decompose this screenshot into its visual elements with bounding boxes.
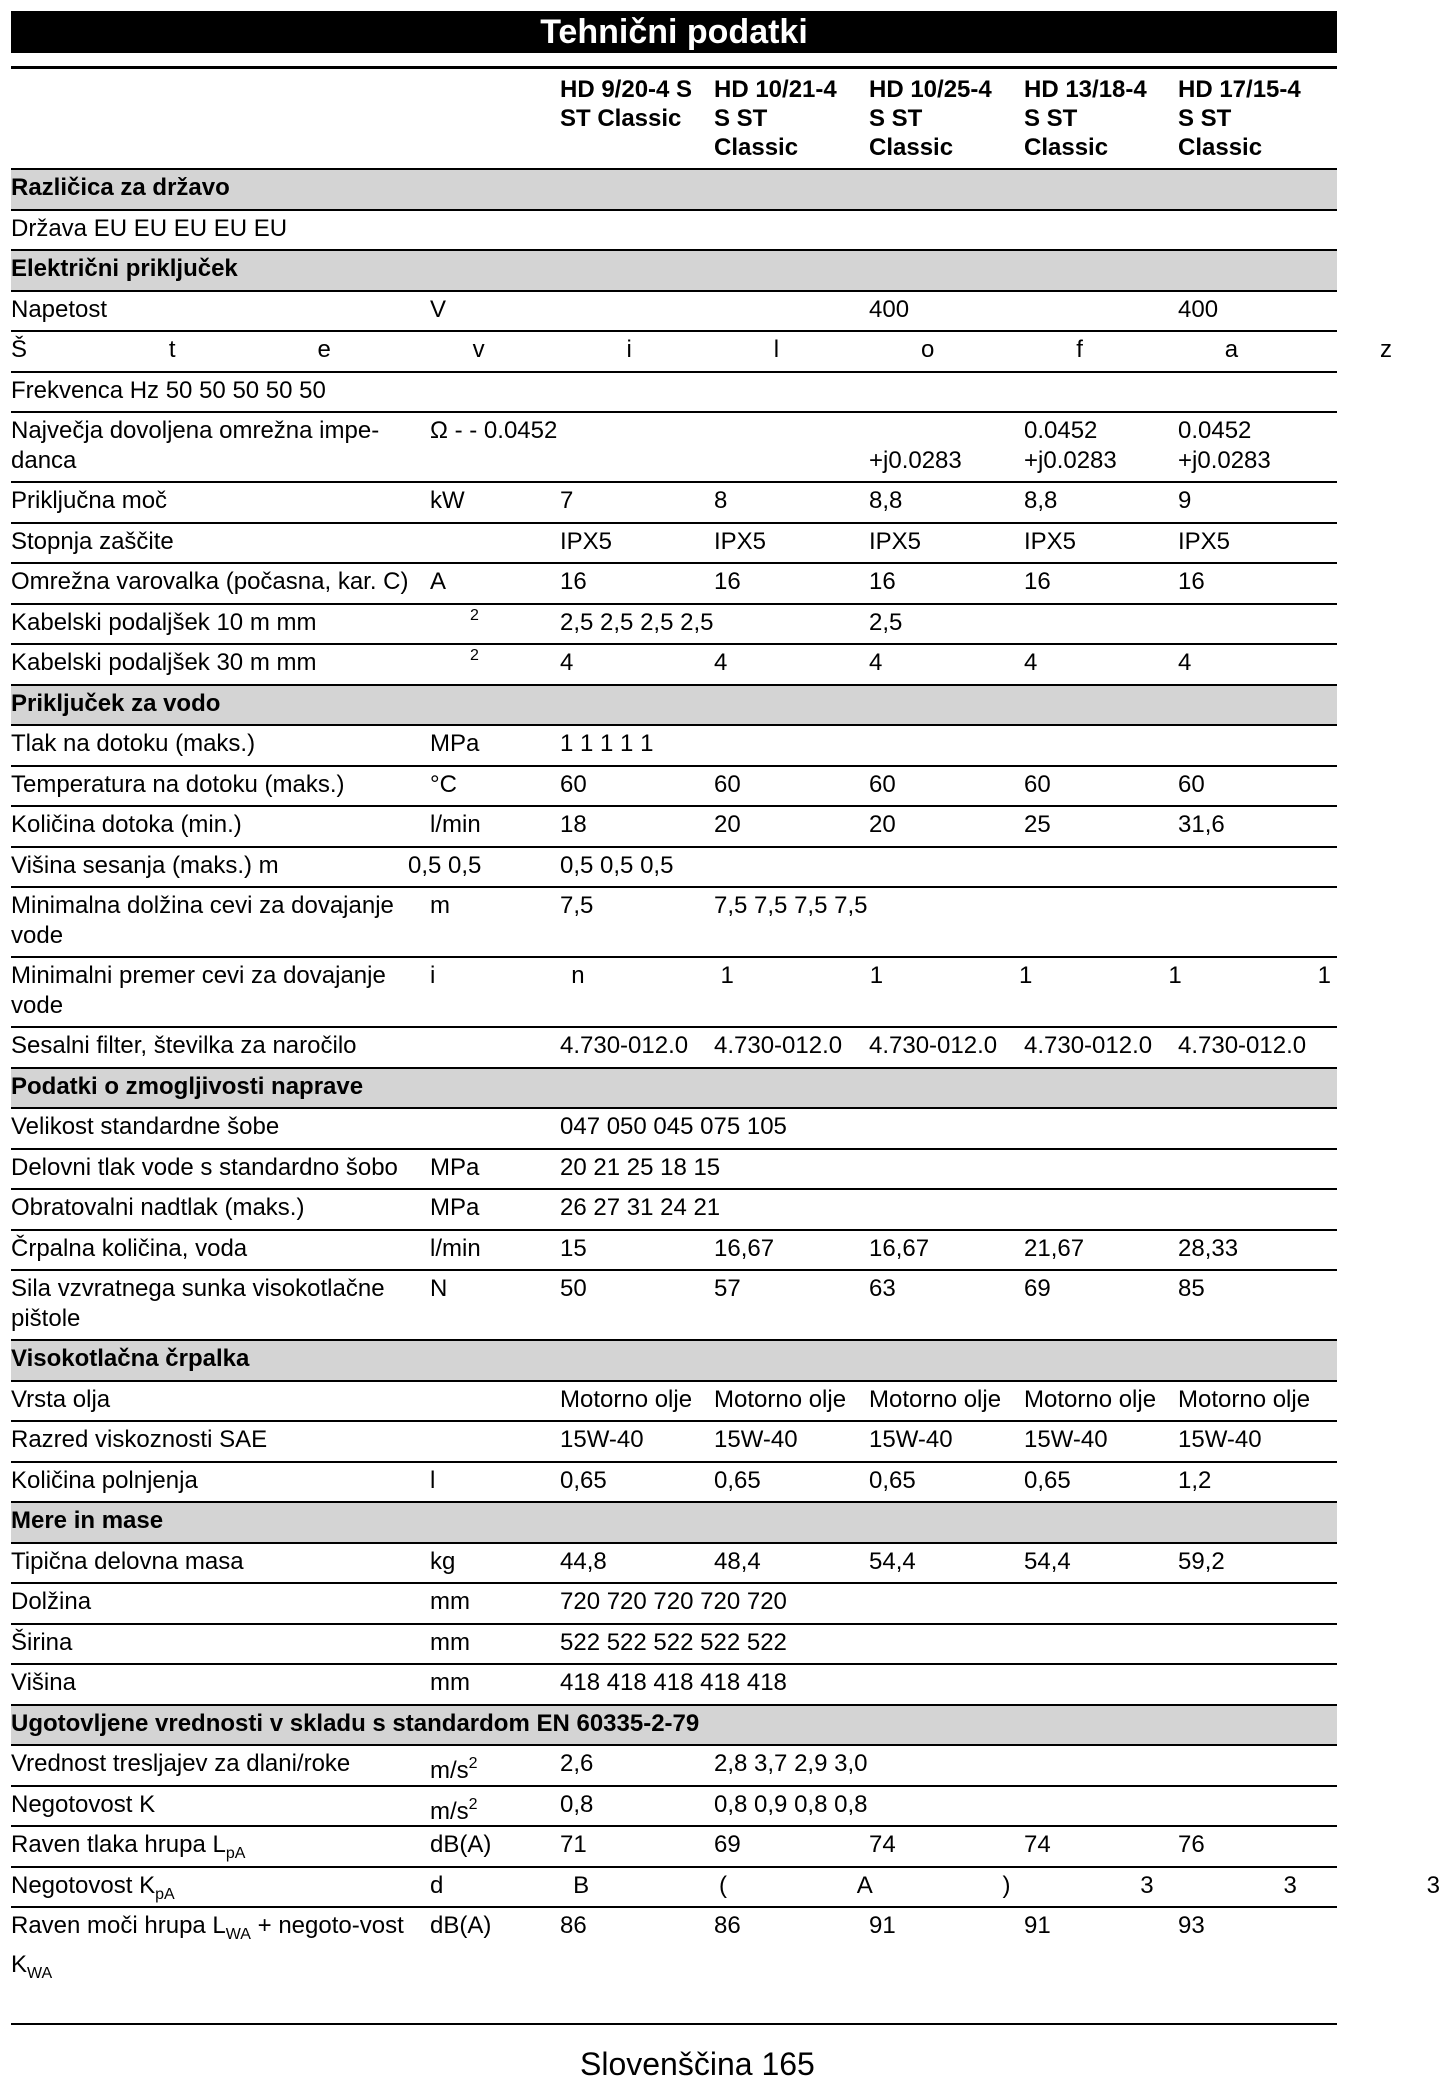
table-row [11, 765, 1337, 806]
table-row [11, 1785, 1337, 1826]
spread-value: e [317, 336, 331, 363]
spread-value: a [1224, 336, 1239, 363]
table-row [11, 1744, 1337, 1785]
row-unit: kW [430, 487, 465, 514]
row-label: Stopnja zaščite [11, 527, 174, 555]
spread-value: i [430, 962, 436, 989]
value-col-2: 2,8 3,7 2,9 3,0 [714, 1750, 868, 1777]
row-label: Kabelski podaljšek 10 m mm [11, 608, 317, 636]
value-col-3: 16,67 [869, 1234, 930, 1262]
row-label: Priključna moč [11, 487, 168, 514]
spread-value: t [168, 336, 176, 363]
value-col-1: 2,6 [560, 1750, 594, 1777]
value-col-1: 418 418 418 418 418 [560, 1669, 787, 1696]
table-row [11, 956, 1337, 1026]
value-col-1: 44,8 [560, 1547, 607, 1575]
value-col-5: 31,6 [1178, 811, 1225, 838]
value-col-2: 69 [714, 1831, 741, 1858]
row-label: Omrežna varovalka (počasna, kar. C) [11, 568, 409, 595]
value-col-3: 400 [869, 295, 910, 323]
row-label: Razred viskoznosti SAE [11, 1426, 268, 1453]
spread-values [430, 961, 1331, 991]
value-col-1: Motorno olje [560, 1385, 693, 1413]
value-col-3: 15W-40 [869, 1426, 953, 1453]
value-col-1: 2,5 2,5 2,5 2,5 [560, 608, 714, 636]
value-col-2: 86 [714, 1912, 741, 1939]
table-row [11, 1663, 1337, 1704]
table-row [11, 1148, 1337, 1189]
table-row [11, 1188, 1337, 1229]
value-col-4: 16 [1024, 568, 1051, 595]
row-unit: $m/s^2$ [430, 1755, 478, 1784]
value-col-1: 522 522 522 522 522 [560, 1628, 787, 1656]
value-col-2: 7,5 7,5 7,5 7,5 [714, 892, 868, 919]
spread-value: 1 [720, 962, 734, 989]
row-unit: l/min [430, 811, 481, 838]
value-col-2: 20 [714, 811, 741, 838]
row-label: Tipična delovna masa [11, 1547, 244, 1575]
section-heading [11, 1501, 1337, 1542]
row-label: Frekvenca Hz 50 50 50 50 50 [11, 376, 326, 404]
value-col-5: 85 [1178, 1275, 1205, 1302]
value-col-4: Motorno olje [1024, 1385, 1157, 1413]
value-col-4: 91 [1024, 1912, 1051, 1939]
value-col-3: 4.730-012.0 [869, 1032, 998, 1059]
row-label: Sesalni filter, številka za naročilo [11, 1032, 357, 1059]
value-col-3: 74 [869, 1831, 896, 1858]
row-label: Minimalni premer cevi za dovajanje vode [11, 962, 386, 1019]
value-col-3: 91 [869, 1912, 896, 1939]
value-col-3: 54,4 [869, 1547, 916, 1575]
value-col-3: 4 [869, 649, 883, 676]
value-col-5: 9 [1178, 487, 1192, 514]
value-col-4: 21,67 [1024, 1234, 1085, 1262]
row-label: Velikost standardne šobe [11, 1113, 280, 1140]
value-col-1: 720 720 720 720 720 [560, 1588, 787, 1615]
model-header-2: HD 10/21-4 S ST Classic [714, 76, 837, 161]
value-col-5: 4 [1178, 649, 1192, 676]
value-col-5: 93 [1178, 1912, 1205, 1939]
value-col-2: IPX5 [714, 527, 767, 555]
row-label: Negotovost $K_{pA}$ [11, 1871, 175, 1903]
table-row [11, 330, 1392, 371]
value-col-1: 50 [560, 1275, 587, 1302]
value-col-2: 0,8 0,9 0,8 0,8 [714, 1790, 868, 1818]
spread-values [11, 335, 1392, 365]
section-heading-label: Različica za državo [11, 174, 230, 201]
row-label: Dolžina [11, 1588, 92, 1615]
model-header-4: HD 13/18-4 S ST Classic [1024, 76, 1147, 161]
row-unit: mm [430, 1588, 470, 1615]
value-col-3: 2,5 [869, 608, 903, 636]
row-label: Količina dotoka (min.) [11, 811, 242, 838]
row-label: Višina sesanja (maks.) m [11, 851, 279, 879]
value-col-5: 0.0452 +j0.0283 [1178, 417, 1271, 474]
section-heading-label: Podatki o zmogljivosti naprave [11, 1072, 364, 1100]
value-col-5: 1,2 [1178, 1466, 1212, 1494]
spread-value: ( [718, 1871, 727, 1899]
spread-value: v [472, 336, 485, 363]
spread-value: 1 [1019, 962, 1033, 989]
table-row [11, 1906, 1337, 1982]
value-col-1: 15W-40 [560, 1426, 644, 1453]
value-col-2: 4.730-012.0 [714, 1032, 843, 1059]
value-col-4: 0.0452 +j0.0283 [1024, 417, 1117, 474]
row-unit: dB(A) [430, 1912, 492, 1939]
row-label: Vrednost tresljajev za dlani/roke [11, 1750, 351, 1777]
spread-value: B [573, 1871, 590, 1899]
spread-value: o [920, 336, 935, 363]
table-row [11, 643, 1337, 684]
row-label: Količina polnjenja [11, 1466, 198, 1494]
spread-value: ) [1002, 1871, 1011, 1899]
table-row [11, 290, 1337, 331]
row-unit: V [430, 295, 447, 323]
value-col-4: 69 [1024, 1275, 1051, 1302]
value-col-1: 15 [560, 1234, 587, 1262]
row-label: Negotovost K [11, 1790, 156, 1818]
section-heading [11, 249, 1337, 290]
value-col-3: Motorno olje [869, 1385, 1002, 1413]
table-row [11, 522, 1337, 563]
row-label: Črpalna količina, voda [11, 1234, 248, 1262]
table-row [11, 481, 1337, 522]
spread-value: 3 [1283, 1871, 1297, 1899]
row-unit: 0,5 0,5 [408, 851, 482, 879]
value-col-2: 0,65 [714, 1466, 761, 1494]
spread-values [430, 1871, 1440, 1901]
value-col-1: 71 [560, 1831, 587, 1858]
row-label: Raven tlaka hrupa $L_{pA}$ [11, 1831, 246, 1862]
section-heading-label: Električni priključek [11, 255, 238, 282]
value-col-1: 20 21 25 18 15 [560, 1153, 721, 1181]
value-col-4: 54,4 [1024, 1547, 1071, 1575]
row-label: Država EU EU EU EU EU [11, 214, 288, 242]
value-col-5: 400 [1178, 295, 1219, 323]
row-label: Tlak na dotoku (maks.) [11, 730, 256, 757]
table-row [11, 1026, 1337, 1067]
spread-value: 3 [1426, 1871, 1440, 1899]
value-col-2: 8 [714, 487, 728, 514]
section-heading-label: Visokotlačna črpalka [11, 1345, 250, 1372]
value-col-1: 0,5 0,5 0,5 [560, 851, 674, 879]
row-label: Temperatura na dotoku (maks.) [11, 770, 345, 798]
value-col-3: 8,8 [869, 487, 903, 514]
value-col-4: 15W-40 [1024, 1426, 1108, 1453]
model-header-1: HD 9/20-4 S ST Classic [560, 76, 693, 132]
value-col-3: 16 [869, 568, 896, 595]
table-row [11, 371, 1337, 412]
table-row [11, 1461, 1337, 1502]
value-col-1: 0,8 [560, 1790, 594, 1818]
page-title: Tehnični podatki [11, 11, 1337, 53]
table-row [11, 724, 1337, 765]
value-col-1: 86 [560, 1912, 587, 1939]
section-heading-label: Ugotovljene vrednosti v skladu s standardom EN 60335-2-79 [11, 1709, 700, 1737]
row-unit: N [430, 1275, 448, 1302]
value-col-4: 4.730-012.0 [1024, 1032, 1153, 1059]
row-unit: l [430, 1466, 436, 1494]
value-col-4: 4 [1024, 649, 1038, 676]
value-col-1: 16 [560, 568, 587, 595]
table-row [11, 886, 1337, 956]
value-col-1: 047 050 045 075 105 [560, 1113, 787, 1140]
row-unit: mm [430, 1628, 470, 1656]
value-col-3: +j0.0283 [869, 447, 962, 474]
value-col-1: 1 1 1 1 1 [560, 730, 654, 757]
row-unit: dB(A) [430, 1831, 492, 1858]
value-col-3: 20 [869, 811, 896, 838]
row-label: Sila vzvratnega sunka visokotlačne pištole [11, 1275, 385, 1332]
header-rule [11, 66, 1337, 69]
value-col-1: IPX5 [560, 527, 613, 555]
table-row [11, 1380, 1337, 1421]
row-unit: MPa [430, 1194, 480, 1221]
row-unit: m [430, 892, 450, 919]
table-row [11, 562, 1337, 603]
spread-value: f [1076, 336, 1083, 363]
value-col-3: 0,65 [869, 1466, 916, 1494]
value-col-5: 28,33 [1178, 1234, 1239, 1262]
value-col-4: IPX5 [1024, 527, 1077, 555]
row-label: Raven moči hrupa $L_{WA}$ + negoto-vost $K_{WA}$ [11, 1912, 404, 1982]
row-label: Kabelski podaljšek 30 m mm [11, 649, 317, 676]
table-row [11, 1269, 1337, 1339]
table-row [11, 209, 1337, 250]
value-col-1: 26 27 31 24 21 [560, 1194, 721, 1221]
model-header-3: HD 10/25-4 S ST Classic [869, 76, 992, 161]
spread-value: 1 [1168, 962, 1182, 989]
row-unit: Ω - - 0.0452 [430, 417, 558, 444]
value-col-5: 60 [1178, 770, 1205, 798]
row-unit: $m/s^2$ [430, 1795, 478, 1825]
model-header-5: HD 17/15-4 S ST Classic [1178, 76, 1301, 161]
table-row [11, 805, 1337, 846]
page-footer: Slovenščina 165 [580, 2046, 815, 2082]
value-col-5: 15W-40 [1178, 1426, 1262, 1453]
value-col-2: Motorno olje [714, 1385, 847, 1413]
table-row [11, 1420, 1337, 1461]
table-row [11, 603, 1337, 644]
section-heading [11, 1339, 1337, 1380]
spread-value: i [626, 336, 632, 363]
spread-value: A [856, 1871, 873, 1899]
table-row [11, 846, 1337, 887]
value-col-5: 16 [1178, 568, 1205, 595]
value-col-2: 48,4 [714, 1547, 761, 1575]
spread-value: 1 [869, 962, 884, 989]
table-row [11, 411, 1337, 481]
value-col-2: 60 [714, 770, 741, 798]
row-label: Vrsta olja [11, 1385, 111, 1413]
value-col-1: 18 [560, 811, 587, 838]
spread-value: l [773, 336, 780, 363]
row-unit: kg [430, 1547, 456, 1575]
value-col-2: 4 [714, 649, 728, 676]
value-col-2: 16 [714, 568, 741, 595]
value-col-3: 63 [869, 1275, 896, 1302]
row-label: Višina [11, 1669, 76, 1696]
value-col-1: 0,65 [560, 1466, 607, 1494]
value-col-4: 25 [1024, 811, 1051, 838]
value-col-4: 0,65 [1024, 1466, 1071, 1494]
spread-value: 1 [1317, 962, 1331, 989]
table-row [11, 1107, 1337, 1148]
section-heading-label: Mere in mase [11, 1507, 164, 1534]
value-col-4: 74 [1024, 1831, 1051, 1858]
row-unit: A [430, 568, 447, 595]
value-col-1: 60 [560, 770, 587, 798]
table-bottom-rule [11, 2023, 1337, 2025]
value-col-5: IPX5 [1178, 527, 1231, 555]
spread-value: z [1380, 336, 1392, 363]
row-label: Napetost [11, 295, 108, 323]
row-label: Delovni tlak vode s standardno šobo [11, 1153, 398, 1181]
unit-superscript: 2 [470, 647, 479, 664]
value-col-3: 60 [869, 770, 896, 798]
table-row [11, 1229, 1337, 1270]
row-label: Minimalna dolžina cevi za dovajanje vode [11, 892, 394, 949]
row-unit: mm [430, 1669, 470, 1696]
table-row [11, 1623, 1337, 1664]
value-col-3: IPX5 [869, 527, 922, 555]
table-row [11, 1542, 1337, 1583]
unit-superscript: 2 [470, 606, 479, 624]
section-heading [11, 1704, 1337, 1745]
value-col-5: 59,2 [1178, 1547, 1225, 1575]
row-unit: MPa [430, 730, 480, 757]
spread-value: n [571, 962, 585, 989]
value-col-2: 16,67 [714, 1234, 775, 1262]
value-col-1: 4.730-012.0 [560, 1032, 689, 1059]
section-heading [11, 168, 1337, 209]
section-heading-label: Priključek za vodo [11, 689, 221, 717]
table-row [11, 1825, 1337, 1866]
row-label: Obratovalni nadtlak (maks.) [11, 1194, 305, 1221]
value-col-1: 4 [560, 649, 574, 676]
value-col-4: 8,8 [1024, 487, 1058, 514]
table-row [11, 1582, 1337, 1623]
row-unit: l/min [430, 1234, 481, 1262]
table-row [11, 1866, 1440, 1907]
section-heading [11, 1067, 1337, 1108]
spread-value: Š [11, 336, 28, 363]
value-col-4: 60 [1024, 770, 1051, 798]
value-col-2: 15W-40 [714, 1426, 798, 1453]
row-label: Širina [11, 1628, 73, 1656]
value-col-5: 76 [1178, 1831, 1205, 1858]
row-label: Največja dovoljena omrežna impe-danca [11, 417, 380, 474]
value-col-1: 7,5 [560, 892, 594, 919]
row-unit: °C [430, 770, 457, 798]
value-col-5: Motorno olje [1178, 1385, 1311, 1413]
section-heading [11, 684, 1337, 725]
value-col-1: 7 [560, 487, 574, 514]
row-unit: MPa [430, 1153, 480, 1181]
value-col-5: 4.730-012.0 [1178, 1032, 1307, 1059]
value-col-2: 57 [714, 1275, 741, 1302]
spread-value: 3 [1140, 1871, 1154, 1899]
spread-value: d [430, 1871, 444, 1899]
